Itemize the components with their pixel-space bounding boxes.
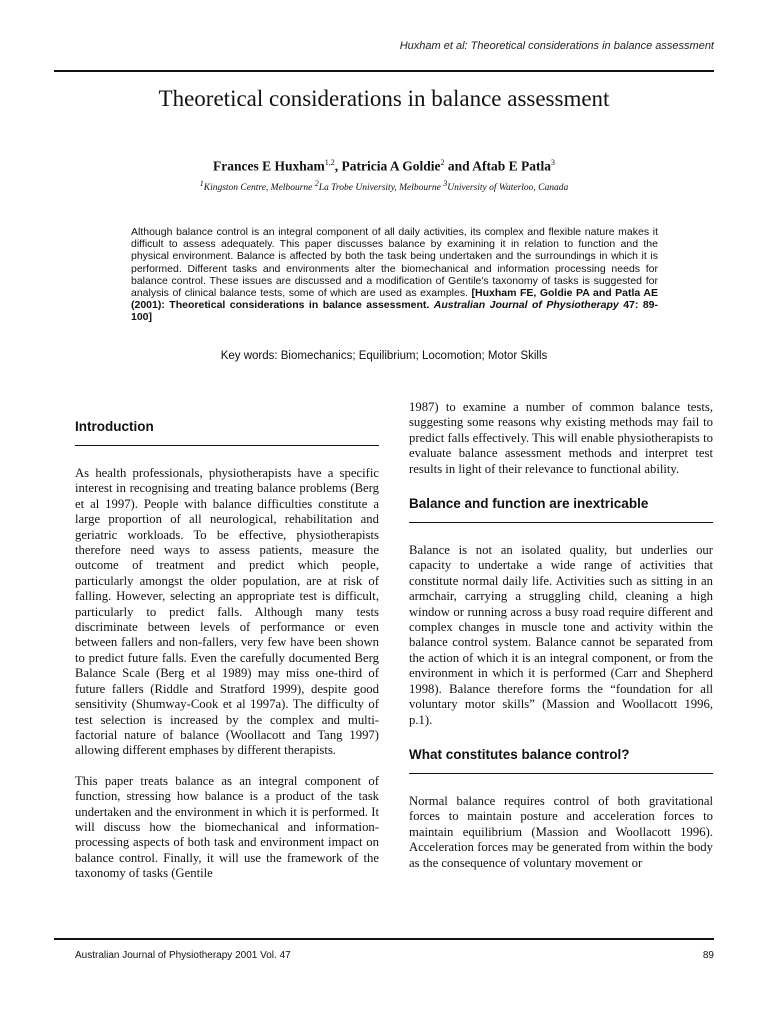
paper-title: Theoretical considerations in balance assessment xyxy=(158,86,610,111)
paragraph: This paper treats balance as an integral component of function, stressing how balance is a product of the task undertaken and the environment in which it is performed. It will discuss how the biomechanical and information-processing aspects of both task and environment impact on balance control. Finally, it will use the framework of the taxonomy of tasks (Gentile xyxy=(75,773,379,881)
top-rule xyxy=(54,70,714,72)
abstract-text: Although balance control is an integral component of all daily activities, its complex and flexible nature makes it difficult to assess adequately. This paper discusses balance by examining it in relation to function and the physical environment. Balance is affected by both the task being undertaken and the surroundings in which it is performed. Different tasks and environments alter the biomechanical and information processing needs for balance control. These issues are discussed and a modification of Gentile's taxonomy of tasks is suggested for analysis of clinical balance tests, some of which are used as examples. xyxy=(131,226,658,300)
paragraph: 1987) to examine a number of common balance tests, suggesting some reasons why existing methods may fail to predict falls effectively. This will enable physiotherapists to evaluate balance assessment methods and interpret test results in light of their relevance to functional ability. xyxy=(409,400,713,476)
footer-journal: Australian Journal of Physiotherapy 2001 Vol. 47 xyxy=(75,950,291,961)
right-column xyxy=(409,400,713,871)
author-separator: and xyxy=(444,158,473,174)
bottom-rule xyxy=(54,938,714,940)
left-column xyxy=(75,400,379,882)
section-heading-balance-control: What constitutes balance control? xyxy=(409,746,713,774)
abstract xyxy=(131,226,658,324)
author-name: Aftab E Patla xyxy=(472,158,552,174)
paragraph: As health professionals, physiotherapists have a specific interest in recognising and treating balance problems (Berg et al 1997). People with balance difficulties constitute a large proportion of all neurological, rehabilitation and geriatric workloads. To be effective, physiotherapists therefore need ways to assess patients, measure the outcome of treatment and predict which people, particularly amongst the older population, are at risk of falling. However, selecting an appropriate test is difficult, particularly to predict falls. Although many tests discriminate between levels of performance or even between fallers and non-fallers, very few have been shown to predict future falls. Even the carefully documented Berg Balance Scale (Berg et al 1989) may miss one-third of future fallers (Riddle and Stratford 1999), despite good sensitivity (Shumway-Cook et al 1997a). The difficulty of test selection is increased by the complex and multi-factorial nature of balance (Woollacott and Tang 1997) allowing different emphases by different therapists. xyxy=(75,466,379,758)
affiliation-number: 3 xyxy=(443,179,448,188)
citation-journal: Australian Journal of Physiotherapy xyxy=(433,299,619,312)
affiliation: La Trobe University, Melbourne xyxy=(318,183,441,194)
author-name: Frances E Huxham xyxy=(212,158,325,174)
author-affiliation-mark: 3 xyxy=(551,158,556,167)
page-number: 89 xyxy=(702,950,714,961)
section-heading-inextricable: Balance and function are inextricable xyxy=(409,495,713,523)
author-list xyxy=(54,158,714,175)
citation-volume: 47: 89-100] xyxy=(131,299,658,324)
author-affiliation-mark: 1,2 xyxy=(324,158,335,167)
paragraph: Normal balance requires control of both gravitational forces to maintain posture and acceleration forces to maintain equilibrium (Massion and Woollacott 1996). Acceleration forces may be generated from within the body as the consequence of voluntary movement or xyxy=(409,793,713,870)
author-separator: , xyxy=(334,158,342,174)
author-affiliation-mark: 2 xyxy=(440,158,445,167)
affiliation-number: 2 xyxy=(314,179,319,188)
author-name: Patricia A Goldie xyxy=(341,158,441,174)
citation-text: [Huxham FE, Goldie PA and Patla AE (2001): Theoretical considerations in balance assessment. xyxy=(131,287,658,312)
affiliation: University of Waterloo, Canada xyxy=(447,183,569,194)
paragraph: Balance is not an isolated quality, but underlies our capacity to undertake a wide range of activities that constitute normal daily life. Activities such as sitting in an armchair, carrying a struggling child, cleaning a high window or running across a busy road require different and complex changes in muscle tone and activity within the balance control system. Balance cannot be separated from the action of which it is an integral component, or from the environment in which it is performed (Carr and Shepherd 1998). Balance therefore forms the “foundation for all voluntary motor skills” (Massion and Woollacott 1996, p.1). xyxy=(409,543,713,727)
affiliation-number: 1 xyxy=(199,179,204,188)
section-heading-introduction: Introduction xyxy=(75,418,379,446)
affiliation: Kingston Centre, Melbourne xyxy=(203,183,313,194)
keywords: Key words: Biomechanics; Equilibrium; Locomotion; Motor Skills xyxy=(220,350,548,362)
affiliations xyxy=(54,179,714,193)
running-head: Huxham et al: Theoretical considerations in balance assessment xyxy=(399,40,714,52)
